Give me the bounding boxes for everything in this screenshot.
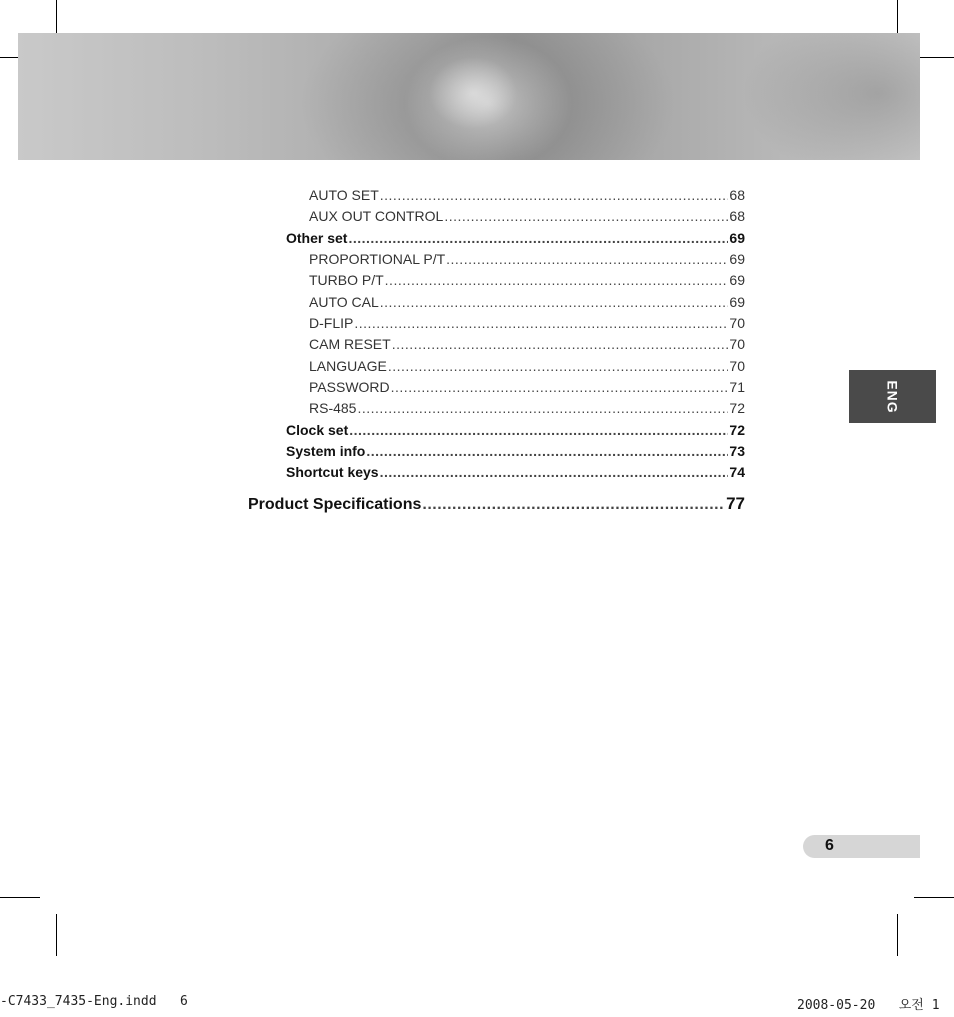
language-tab <box>849 370 936 423</box>
language-tab-label: ENG <box>884 379 901 414</box>
toc-entry-label: RS-485 <box>309 400 357 416</box>
toc-section[interactable] <box>286 442 745 460</box>
toc-section[interactable] <box>286 421 745 439</box>
toc-section-page: 69 <box>729 230 745 246</box>
toc-entry-page: 70 <box>729 358 745 374</box>
toc-entry-page: 70 <box>729 315 745 331</box>
toc-leader-dots <box>380 293 729 311</box>
toc-entry-page: 69 <box>729 272 745 288</box>
page-number-badge <box>803 835 920 858</box>
toc-leader-dots <box>388 357 729 375</box>
toc-entry-label: PASSWORD <box>309 379 390 395</box>
toc-leader-dots <box>391 378 729 396</box>
toc-entry-label: TURBO P/T <box>309 272 384 288</box>
toc-entry-page: 68 <box>729 208 745 224</box>
footer-date-info: 2008-05-20 오전 1 <box>797 998 940 1013</box>
toc-entry-page: 68 <box>729 187 745 203</box>
toc-entry[interactable] <box>309 399 745 417</box>
toc-section-label: Clock set <box>286 422 349 438</box>
toc-chapter-page: 77 <box>726 494 745 513</box>
toc-entry[interactable] <box>309 293 745 311</box>
toc-leader-dots <box>354 314 728 332</box>
toc-entry-label: AUTO SET <box>309 187 379 203</box>
toc-entry[interactable] <box>309 314 745 332</box>
toc-leader-dots <box>349 421 728 439</box>
toc-entry-label: PROPORTIONAL P/T <box>309 251 446 267</box>
toc-entry-label: CAM RESET <box>309 336 391 352</box>
toc-entry-label: D-FLIP <box>309 315 354 331</box>
toc-leader-dots <box>422 496 725 514</box>
toc-section-label: System info <box>286 443 366 459</box>
toc-entry[interactable] <box>309 271 745 289</box>
toc-section-page: 74 <box>729 464 745 480</box>
toc-entry-page: 69 <box>729 251 745 267</box>
toc-entry-page: 71 <box>729 379 745 395</box>
toc-section[interactable] <box>286 463 745 481</box>
toc-entry-page: 69 <box>729 294 745 310</box>
toc-leader-dots <box>392 335 729 353</box>
toc-entry-page: 72 <box>729 400 745 416</box>
toc-entry[interactable] <box>309 357 745 375</box>
toc-entry[interactable] <box>309 378 745 396</box>
toc-leader-dots <box>348 229 728 247</box>
toc-leader-dots <box>444 207 728 225</box>
toc-chapter[interactable] <box>248 495 745 514</box>
toc-entry-label: AUX OUT CONTROL <box>309 208 444 224</box>
toc-entry[interactable] <box>309 250 745 268</box>
toc-entry[interactable] <box>309 186 745 204</box>
toc-section[interactable] <box>286 229 745 247</box>
toc-leader-dots <box>385 271 729 289</box>
page-number: 6 <box>825 837 834 854</box>
toc-chapter-label: Product Specifications <box>248 496 422 513</box>
toc-leader-dots <box>357 399 728 417</box>
toc-entry[interactable] <box>309 207 745 225</box>
footer-file-info: -C7433_7435-Eng.indd 6 <box>0 994 188 1009</box>
toc-leader-dots <box>366 442 728 460</box>
toc-entry-page: 70 <box>729 336 745 352</box>
toc-entry-label: LANGUAGE <box>309 358 387 374</box>
toc-leader-dots <box>380 463 729 481</box>
toc-section-page: 72 <box>729 422 745 438</box>
toc-section-page: 73 <box>729 443 745 459</box>
toc-leader-dots <box>446 250 728 268</box>
toc-entry[interactable] <box>309 335 745 353</box>
toc-entry-label: AUTO CAL <box>309 294 379 310</box>
toc-leader-dots <box>380 186 729 204</box>
toc-section-label: Other set <box>286 230 348 246</box>
toc-section-label: Shortcut keys <box>286 464 379 480</box>
